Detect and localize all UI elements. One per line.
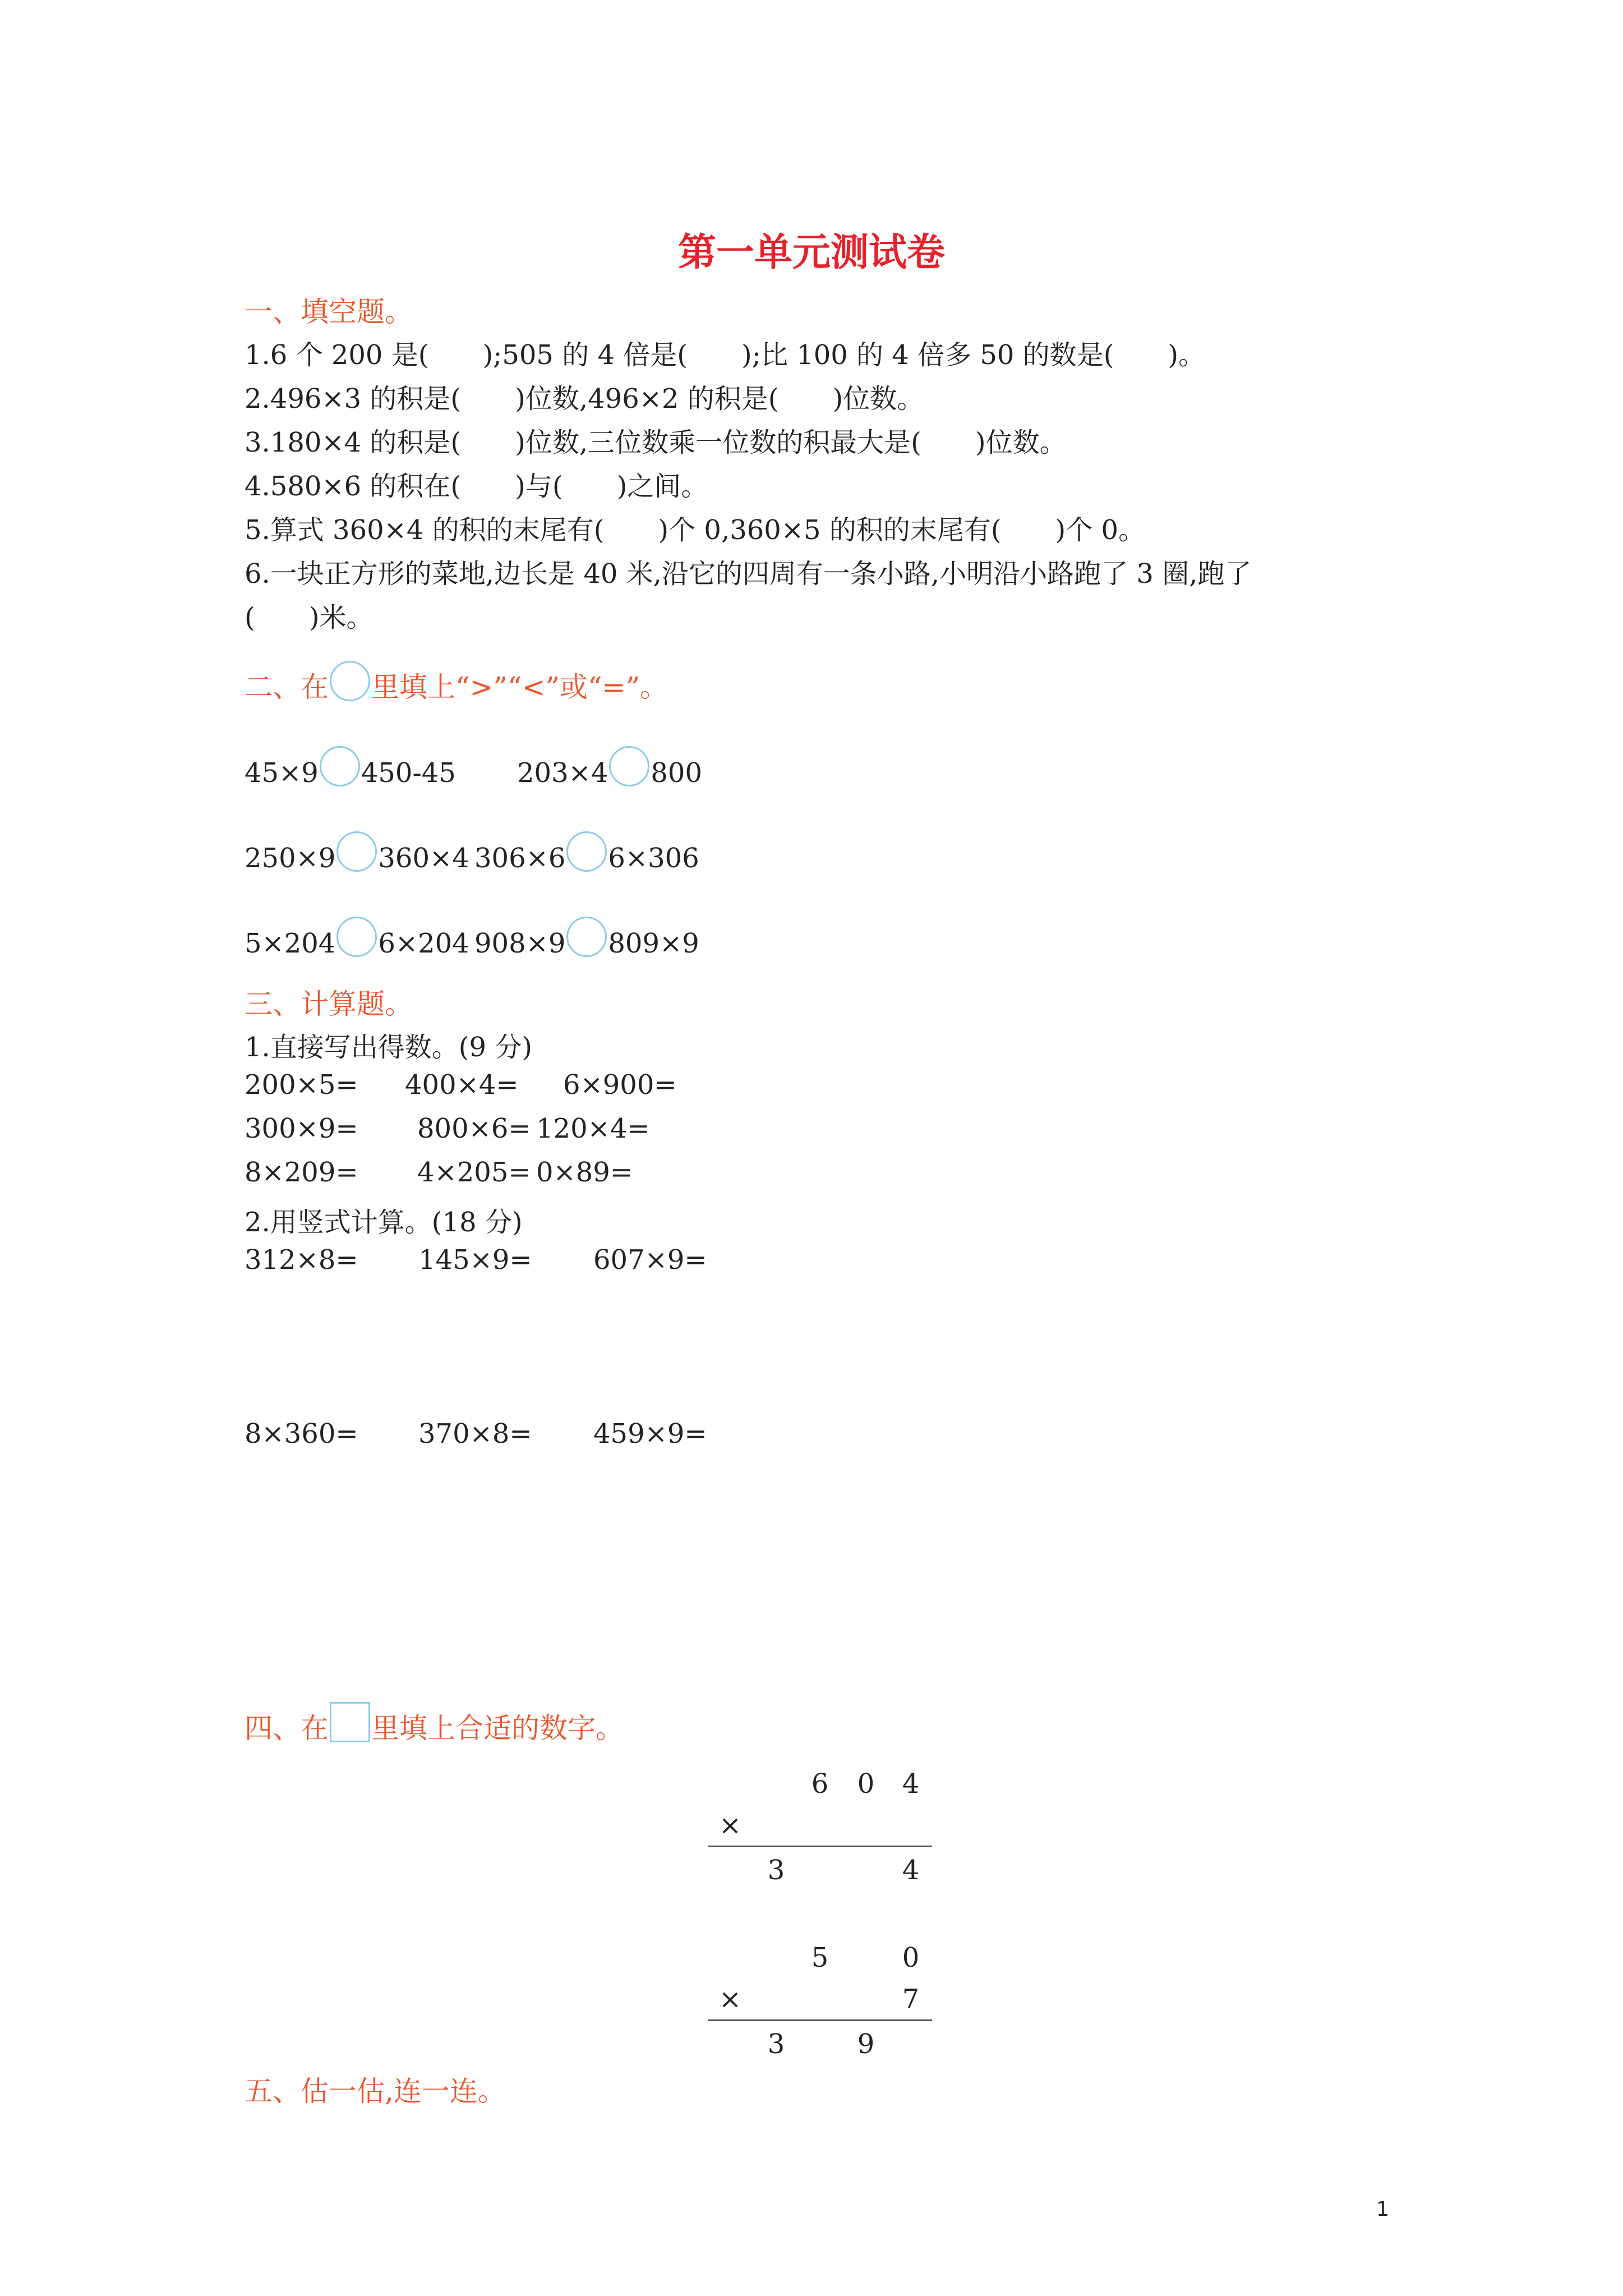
section3-heading: 三、计算题。 — [245, 988, 413, 1020]
direct-calc-title: 1.直接写出得数。(9 分) — [245, 1032, 533, 1063]
direct-calc-item: 0×89= — [536, 1157, 633, 1188]
fill-blank-item-2: 2.496×3 的积是( )位数,496×2 的积是( )位数。 — [245, 383, 924, 415]
top-digit: 0 — [902, 1942, 920, 1973]
square-symbol-icon — [330, 1702, 370, 1742]
section2-heading-prefix: 二、在 — [245, 671, 329, 703]
section4-heading-prefix: 四、在 — [245, 1712, 329, 1745]
section4-heading — [245, 1702, 624, 1746]
compare-circle[interactable] — [566, 917, 607, 957]
direct-calc-item: 300×9= — [245, 1113, 358, 1144]
direct-calc-item: 4×205= — [417, 1157, 531, 1188]
compare-expr-right: 809×9 — [608, 928, 699, 959]
compare-circle[interactable] — [336, 831, 377, 872]
vertical-calc-item: 145×9= — [418, 1244, 532, 1276]
times-sign: × — [718, 1810, 742, 1841]
result-digit: 3 — [767, 2028, 785, 2060]
compare-expr-left: 250×9 — [245, 843, 336, 874]
direct-calc-item: 200×5= — [245, 1069, 358, 1101]
compare-expr-left: 908×9 — [474, 928, 566, 959]
compare-expr-right: 450-45 — [361, 757, 456, 789]
compare-circle[interactable] — [566, 831, 607, 872]
section5-heading: 五、估一估,连一连。 — [245, 2075, 506, 2108]
vertical-calc-item: 607×9= — [593, 1244, 707, 1276]
result-line — [708, 1846, 932, 1847]
compare-row-2-left — [245, 831, 469, 874]
result-digit: 3 — [767, 1855, 785, 1886]
direct-calc-item: 800×6= — [417, 1113, 531, 1144]
compare-circle[interactable] — [320, 746, 360, 786]
direct-calc-item: 400×4= — [405, 1069, 519, 1101]
compare-row-1-left — [245, 746, 456, 789]
top-digit: 0 — [857, 1768, 875, 1800]
top-digit: 5 — [811, 1942, 829, 1973]
page-title: 第一单元测试卷 — [677, 230, 945, 275]
section2-heading-suffix: 里填上“>”“<”或“=”。 — [371, 671, 668, 703]
multiplier-digit: 7 — [902, 1984, 920, 2015]
times-sign: × — [718, 1984, 742, 2015]
result-digit: 4 — [902, 1855, 920, 1886]
vertical-calc-item: 312×8= — [245, 1244, 358, 1276]
top-digit: 4 — [902, 1768, 920, 1800]
fill-blank-item-6-cont: ( )米。 — [245, 602, 374, 633]
top-digit: 6 — [811, 1768, 829, 1800]
vertical-calc-item: 459×9= — [593, 1418, 707, 1450]
fill-blank-item-4: 4.580×6 的积在( )与( )之间。 — [245, 471, 708, 502]
fill-blank-item-6: 6.一块正方形的菜地,边长是 40 米,沿它的四周有一条小路,小明沿小路跑了 3 圈,跑了 — [245, 558, 1252, 590]
fill-blank-item-1: 1.6 个 200 是( );505 的 4 倍是( );比 100 的 4 倍多 50 的数是( )。 — [245, 339, 1206, 371]
compare-row-3-left — [245, 917, 469, 959]
direct-calc-item: 8×209= — [245, 1157, 358, 1188]
compare-expr-right: 6×204 — [378, 928, 469, 959]
vertical-calc-title: 2.用竖式计算。(18 分) — [245, 1207, 523, 1238]
section2-heading — [245, 661, 668, 705]
direct-calc-item: 6×900= — [563, 1069, 677, 1101]
compare-expr-left: 5×204 — [245, 928, 336, 959]
compare-expr-right: 360×4 — [378, 843, 469, 874]
vertical-calc-item: 8×360= — [245, 1418, 358, 1450]
section4-heading-suffix: 里填上合适的数字。 — [371, 1712, 624, 1745]
compare-expr-right: 6×306 — [608, 843, 699, 874]
fill-blank-item-5: 5.算式 360×4 的积的末尾有( )个 0,360×5 的积的末尾有( )个 0。 — [245, 514, 1146, 546]
result-line — [708, 2019, 932, 2021]
section1-heading: 一、填空题。 — [245, 296, 413, 328]
vertical-calc-item: 370×8= — [418, 1418, 532, 1450]
compare-expr-right: 800 — [651, 757, 702, 789]
compare-expr-left: 203×4 — [517, 757, 608, 789]
compare-circle[interactable] — [609, 746, 649, 786]
page-number: 1 — [1376, 2198, 1389, 2221]
compare-row-2-right — [474, 831, 699, 874]
fill-blank-item-3: 3.180×4 的积是( )位数,三位数乘一位数的积最大是( )位数。 — [245, 427, 1067, 458]
circle-symbol-icon — [330, 661, 370, 701]
result-digit: 9 — [857, 2028, 875, 2060]
compare-row-1-right — [517, 746, 702, 789]
direct-calc-item: 120×4= — [536, 1113, 650, 1144]
compare-circle[interactable] — [336, 917, 377, 957]
compare-row-3-right — [474, 917, 699, 959]
compare-expr-left: 306×6 — [474, 843, 566, 874]
compare-expr-left: 45×9 — [245, 757, 319, 789]
